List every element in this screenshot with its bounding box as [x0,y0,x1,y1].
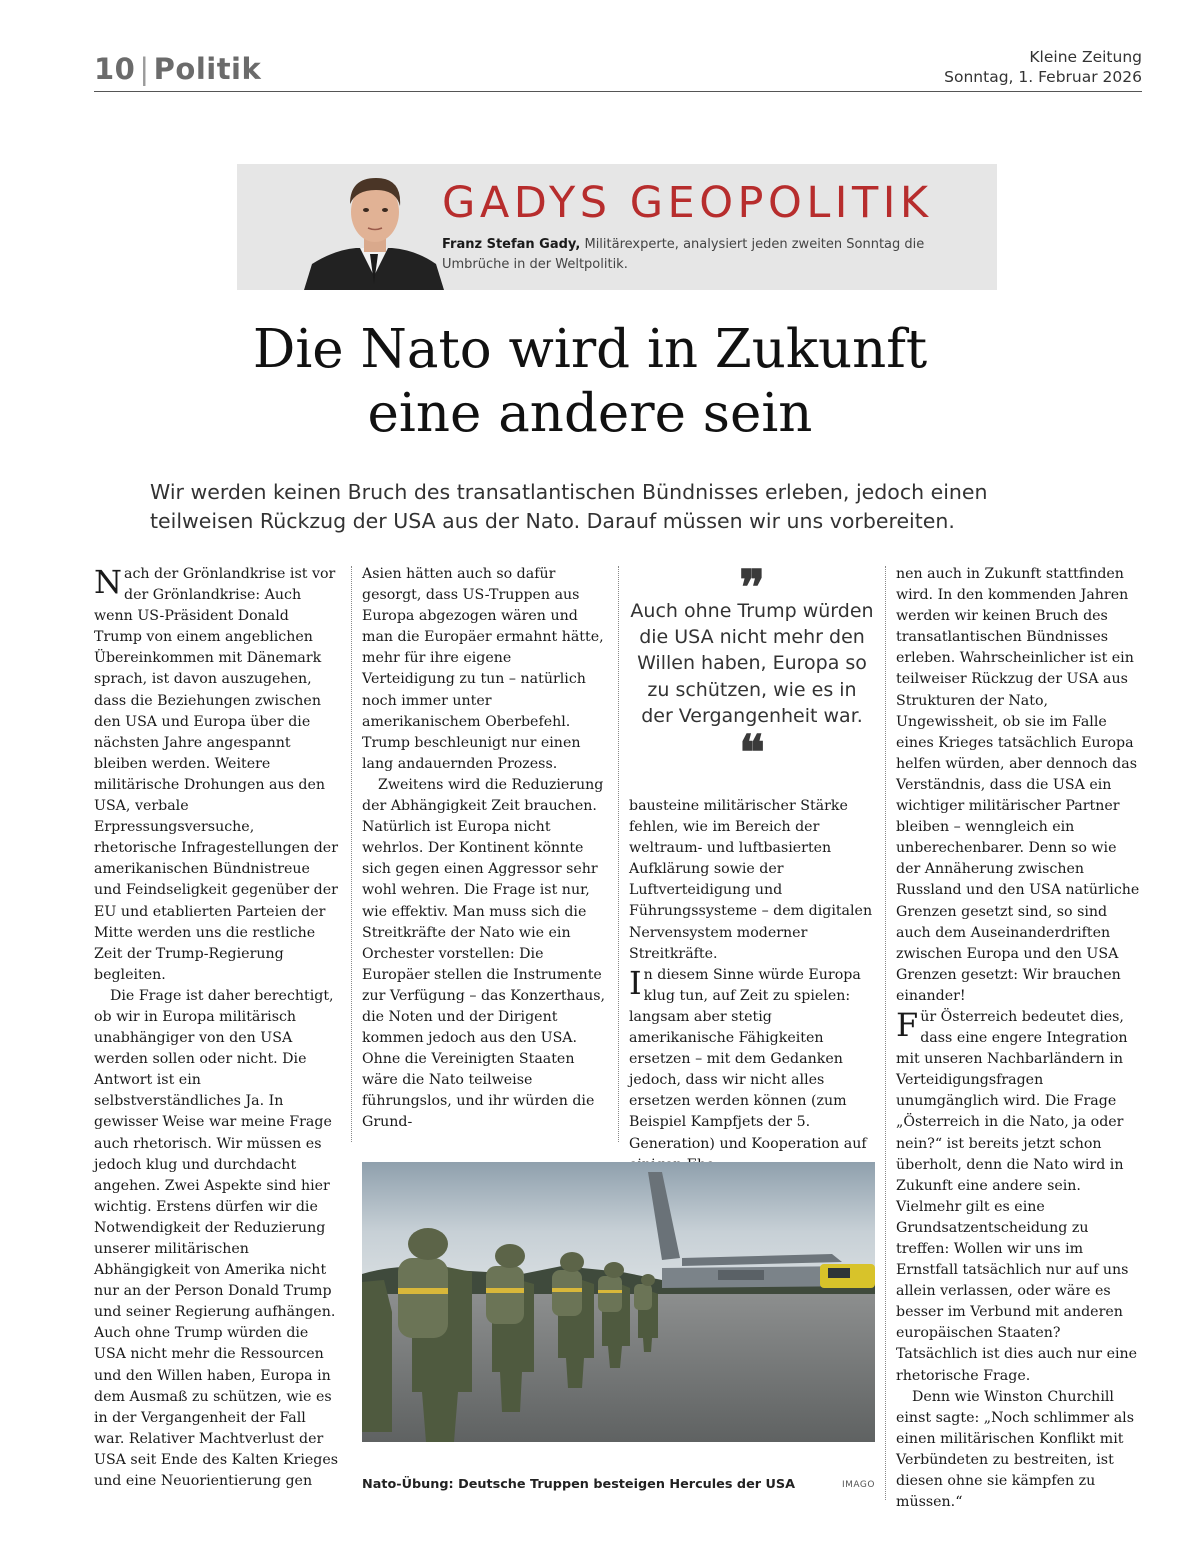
body-paragraph: Nach der Grönlandkrise ist vor der Grönlandkrise: Auch wenn US-Präsident Donald Trump von einem angeblichen Übereinkommen mit Dänemark sprach, ist davon auszugehen, dass die Beziehungen zwischen den USA und Europa über die nächsten Jahre angespannt bleiben werden. Weitere militärische Drohungen aus den USA, verbale Erpressungsversuche, rhetorische Infragestellungen der amerikanischen Bündnistreue und Feindseligkeit gegenüber der EU und etablierten Parteien der Mitte werden uns die restliche Zeit der Trump-Regierung begleiten. [94,563,338,983]
body-column-4 [896,564,1144,1511]
body-paragraph: bausteine militärischer Stärke fehlen, wie im Bereich der weltraum- und luftbasierten Aufklärung sowie der Luftverteidigung und Führungssysteme – dem digitalen Nervensystem moderner Streitkräfte. [629,798,873,962]
body-paragraph: Für Österreich bedeutet dies, dass eine engere Integration mit unseren Nachbarländern in Verteidigungsfragen unumgänglich wird. Die Frage „Österreich in die Nato, ja oder nein?“ ist bereits jetzt schon überholt, denn die Nato wird in Zukunft eine andere sein. Vielmehr gilt es eine Grundsatzentscheidung zu treffen: Wollen wir uns im Ernstfall tatsächlich nur auf uns allein verlassen, oder wäre es besser im Verbund mit anderen europäischen Staaten? Tatsächlich ist dies auch nur eine rhetorische Frage. [896,1005,1138,1384]
column-title: GADYS GEOPOLITIK [442,178,933,228]
author-bio: Militärexperte, analysiert jeden zweiten Sonntag die Umbrüche in der Weltpolitik. [442,237,925,272]
body-column-2 [362,564,606,1139]
masthead [944,47,1142,87]
body-paragraph: nen auch in Zukunft stattfinden wird. In den kommenden Jahren werden wir keinen Bruch des transatlantischen Bündnisses erleben. Wahrscheinlicher ist ein teilweiser Rückzug der USA aus Strukturen der Nato, Ungewissheit, ob sie im Falle eines Krieges tatsächlich Europa helfen würden, aber dennoch das Verständnis, dass die USA ein wichtiger militärischer Partner bleiben – wenngleich ein unberechenbarer. Denn so wie der Annäherung zwischen Russland und den USA natürliche Grenzen gesetzt sind, so sind auch dem Auseinanderdriften zwischen Europa und den USA Grenzen gesetzt: Wir brauchen einander! [896,566,1140,1004]
author-description [442,235,982,275]
quote-open-icon: ❞ [739,560,765,616]
body-paragraph: Die Frage ist daher berechtigt, ob wir in Europa militärisch unabhängiger von den USA werden sollen oder nicht. Die Antwort ist ein selbstverständliches Ja. In gewisser Weise war meine Frage auch rhetorisch. Wir müssen es jedoch klug und durchdacht angehen. Zwei Aspekte sind hier wichtig. Erstens dürfen wir die Notwendigkeit der Reduzierung unserer militärischen Abhängigkeit von Amerika nicht nur an der Person Donald Trump und seiner Regierung aufhängen. Auch ohne Trump würden die USA nicht mehr die Ressourcen und den Willen haben, Europa in dem Ausmaß zu schützen, wie es in der Vergangenheit der Fall war. Relativer Machtverlust der USA seit Ende des Kalten Krieges und eine Neuorientierung gen [94,987,339,1490]
article-lead: Wir werden keinen Bruch des transatlantischen Bündnisses erleben, jedoch einen teilweisen Rückzug der USA aus der Nato. Darauf müssen wir uns vorbereiten. [150,480,988,533]
headline-line-1: Die Nato wird in Zukunft [252,319,928,380]
page-header-section [94,52,261,86]
soldiers-photo-illustration [362,1162,875,1442]
column-divider [618,566,619,1142]
body-paragraph: Zweitens wird die Reduzierung der Abhängigkeit Zeit brauchen. Natürlich ist Europa nicht wehrlos. Der Kontinent könnte sich gegen einen Aggressor sehr wohl wehren. Die Frage ist nur, wie effektiv. Man muss sich die Streitkräfte der Nato wie ein Orchester vorstellen: Die Europäer stellen die Instrumente zur Verfügung – das Konzerthaus, die Noten und der Dirigent kommen jedoch aus den USA. Ohne die Vereinigten Staaten wäre die Nato teilweise führungslos, und ihr würden die Grund- [362,776,606,1131]
pull-quote-text: Auch ohne Trump würden die USA nicht mehr den Willen haben, Europa so zu schützen, wie es in der Vergangenheit war. [630,600,874,727]
drop-cap: I [629,963,642,1002]
article-headline [90,318,1090,446]
caption-text: Nato-Übung: Deutsche Truppen besteigen Hercules der USA [362,1477,796,1492]
author-name: Franz Stefan Gady, [442,237,581,252]
article-photo [362,1162,875,1442]
header-rule [94,91,1142,92]
photo-credit: IMAGO [842,1480,875,1490]
pull-quote [629,560,875,788]
drop-cap: F [896,1005,919,1044]
section-name: Politik [153,52,262,86]
headline-line-2: eine andere sein [367,383,813,444]
body-paragraph: Denn wie Winston Churchill einst sagte: „Noch schlimmer als einen militärischen Konflikt mit Verbündeten zu bestreiten, ist diesen ohne sie kämpfen zu müssen.“ [896,1388,1134,1511]
column-divider [885,566,886,1500]
photo-caption [362,1477,875,1492]
columnist-box [237,164,997,290]
quote-close-icon: ❝ [739,725,765,782]
body-paragraph: Asien hätten auch so dafür gesorgt, dass US-Truppen aus Europa abgezogen wären und man die Europäer ermahnt hätte, mehr für ihre eigene Verteidigung zu tun – natürlich noch immer unter amerikanischem Oberbefehl. Trump beschleunigt nur einen lang andauernden Prozess. [362,566,604,772]
newspaper-name: Kleine Zeitung [1029,48,1142,66]
author-portrait [304,164,444,290]
header-separator: | [139,52,150,86]
body-paragraph: In diesem Sinne würde Europa klug tun, auf Zeit zu spielen: langsam aber stetig amerikanische Fähigkeiten ersetzen – mit dem Gedanken jedoch, dass wir nicht alles ersetzen werden können (zum Beispiel Kampfjets der 5. Generation) und Kooperation auf [629,963,867,1152]
column-divider [351,566,352,1142]
body-column-3 [629,796,875,1152]
page-number: 10 [94,52,136,86]
issue-date: Sonntag, 1. Februar 2026 [944,68,1142,86]
body-column-1 [94,564,340,1500]
drop-cap: N [94,563,122,601]
